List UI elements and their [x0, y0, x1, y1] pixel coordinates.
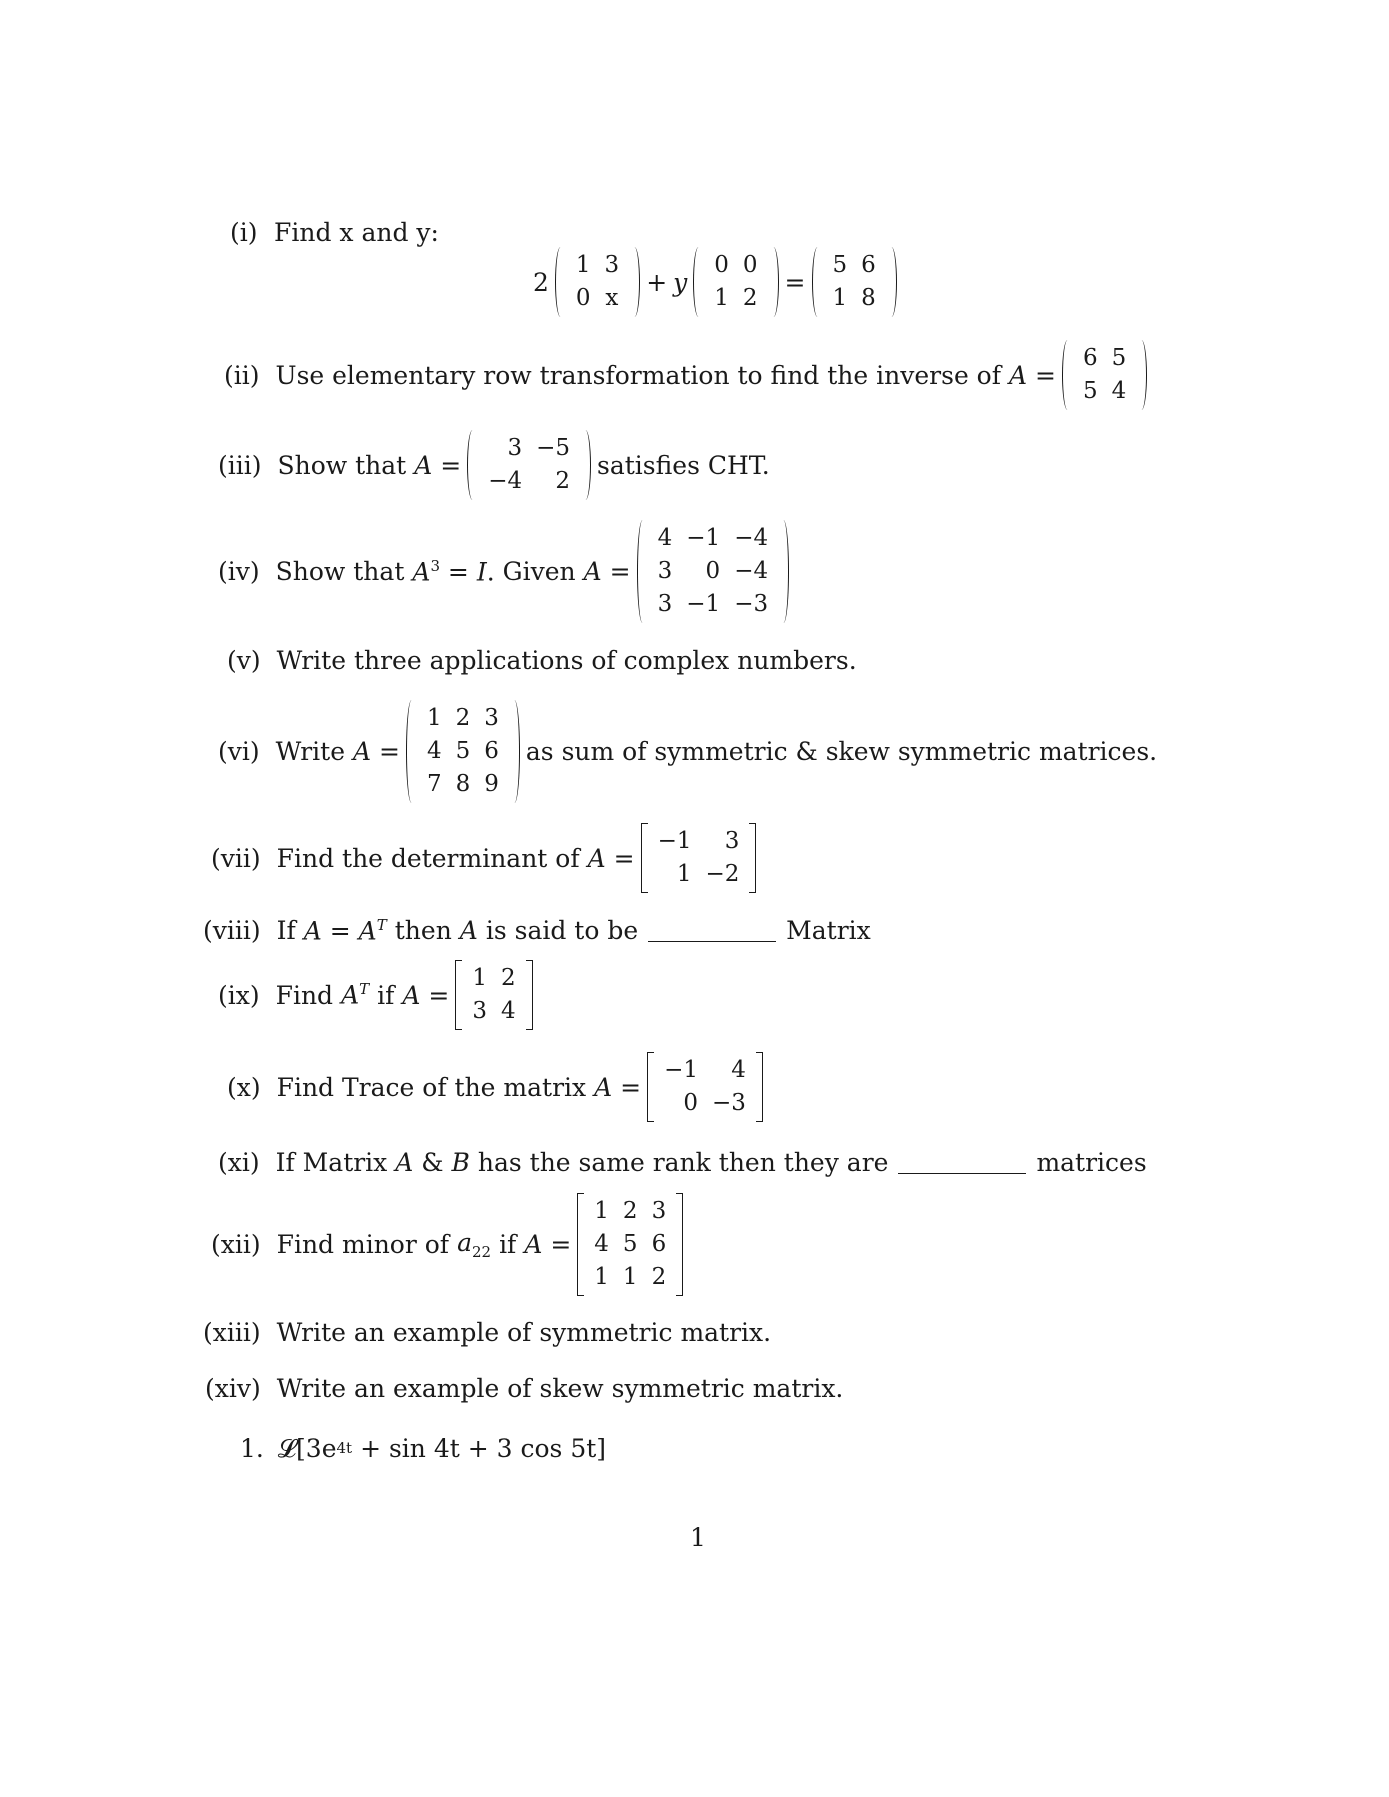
answer-blank[interactable] [898, 1151, 1026, 1174]
question-v: (v) Write three applications of complex numbers. [227, 646, 857, 675]
matrix: 4 −1 −4 3 0 −4 3 −1 −3 [637, 520, 789, 623]
laplace-expr: 𝓛[3e [277, 1434, 337, 1463]
question-iii: (iii) Show that A = 3 −5 −4 2 satisfies CHT. [218, 430, 770, 500]
question-vii: (vii) Find the determinant of A = −1 3 1 −2 [211, 823, 762, 893]
question-text: Find x and y: [274, 218, 439, 247]
laplace-question: 1. 𝓛[3e 4t + sin 4t + 3 cos 5t] [240, 1434, 607, 1463]
matrix: 1 3 0 x [555, 247, 640, 317]
matrix: 1 2 3 4 [455, 960, 532, 1030]
question-ii: (ii) Use elementary row transformation to find the inverse of A = 6 5 5 4 [224, 340, 1153, 410]
matrix: 3 −5 −4 2 [467, 430, 591, 500]
matrix: 6 5 5 4 [1062, 340, 1147, 410]
question-xiii: (xiii) Write an example of symmetric matrix. [203, 1318, 772, 1347]
matrix: 5 6 1 8 [812, 247, 897, 317]
laplace-label: 1. [240, 1434, 264, 1463]
question-xiv: (xiv) Write an example of skew symmetric matrix. [205, 1374, 844, 1403]
question-ix: (ix) Find $A^T$ if A = 1 2 3 4 [218, 960, 539, 1030]
question-viii: (viii) If $A = A^T$ then A is said to be Matrix [203, 916, 871, 946]
question-xii: (xii) Find minor of $a_{22}$ if A = 1 2 3 4 5 6 1 1 2 [211, 1193, 689, 1296]
matrix: 0 0 1 2 [693, 247, 778, 317]
question-xi: (xi) If Matrix A & B has the same rank then they are matrices [218, 1148, 1147, 1177]
equation-i: 2 1 3 0 x + y 0 0 1 2 = 5 6 1 8 [533, 247, 903, 317]
question-i-lab: (i) [230, 218, 258, 247]
question-x: (x) Find Trace of the matrix A = −1 4 0 −3 [227, 1052, 769, 1122]
matrix: −1 3 1 −2 [641, 823, 757, 893]
matrix: −1 4 0 −3 [647, 1052, 763, 1122]
question-iv: (iv) Show that $A^3 = I$. Given A = 4 −1 −4 3 0 −4 3 −1 −3 [218, 520, 795, 623]
matrix: 1 2 3 4 5 6 7 8 9 [406, 700, 520, 803]
question-vi: (vi) Write A = 1 2 3 4 5 6 7 8 9 as sum of symmetric & skew symmetric matrices. [218, 700, 1157, 803]
matrix: 1 2 3 4 5 6 1 1 2 [577, 1193, 683, 1296]
page-number: 1 [690, 1523, 706, 1552]
answer-blank[interactable] [648, 919, 776, 942]
question-i-text [274, 220, 439, 245]
